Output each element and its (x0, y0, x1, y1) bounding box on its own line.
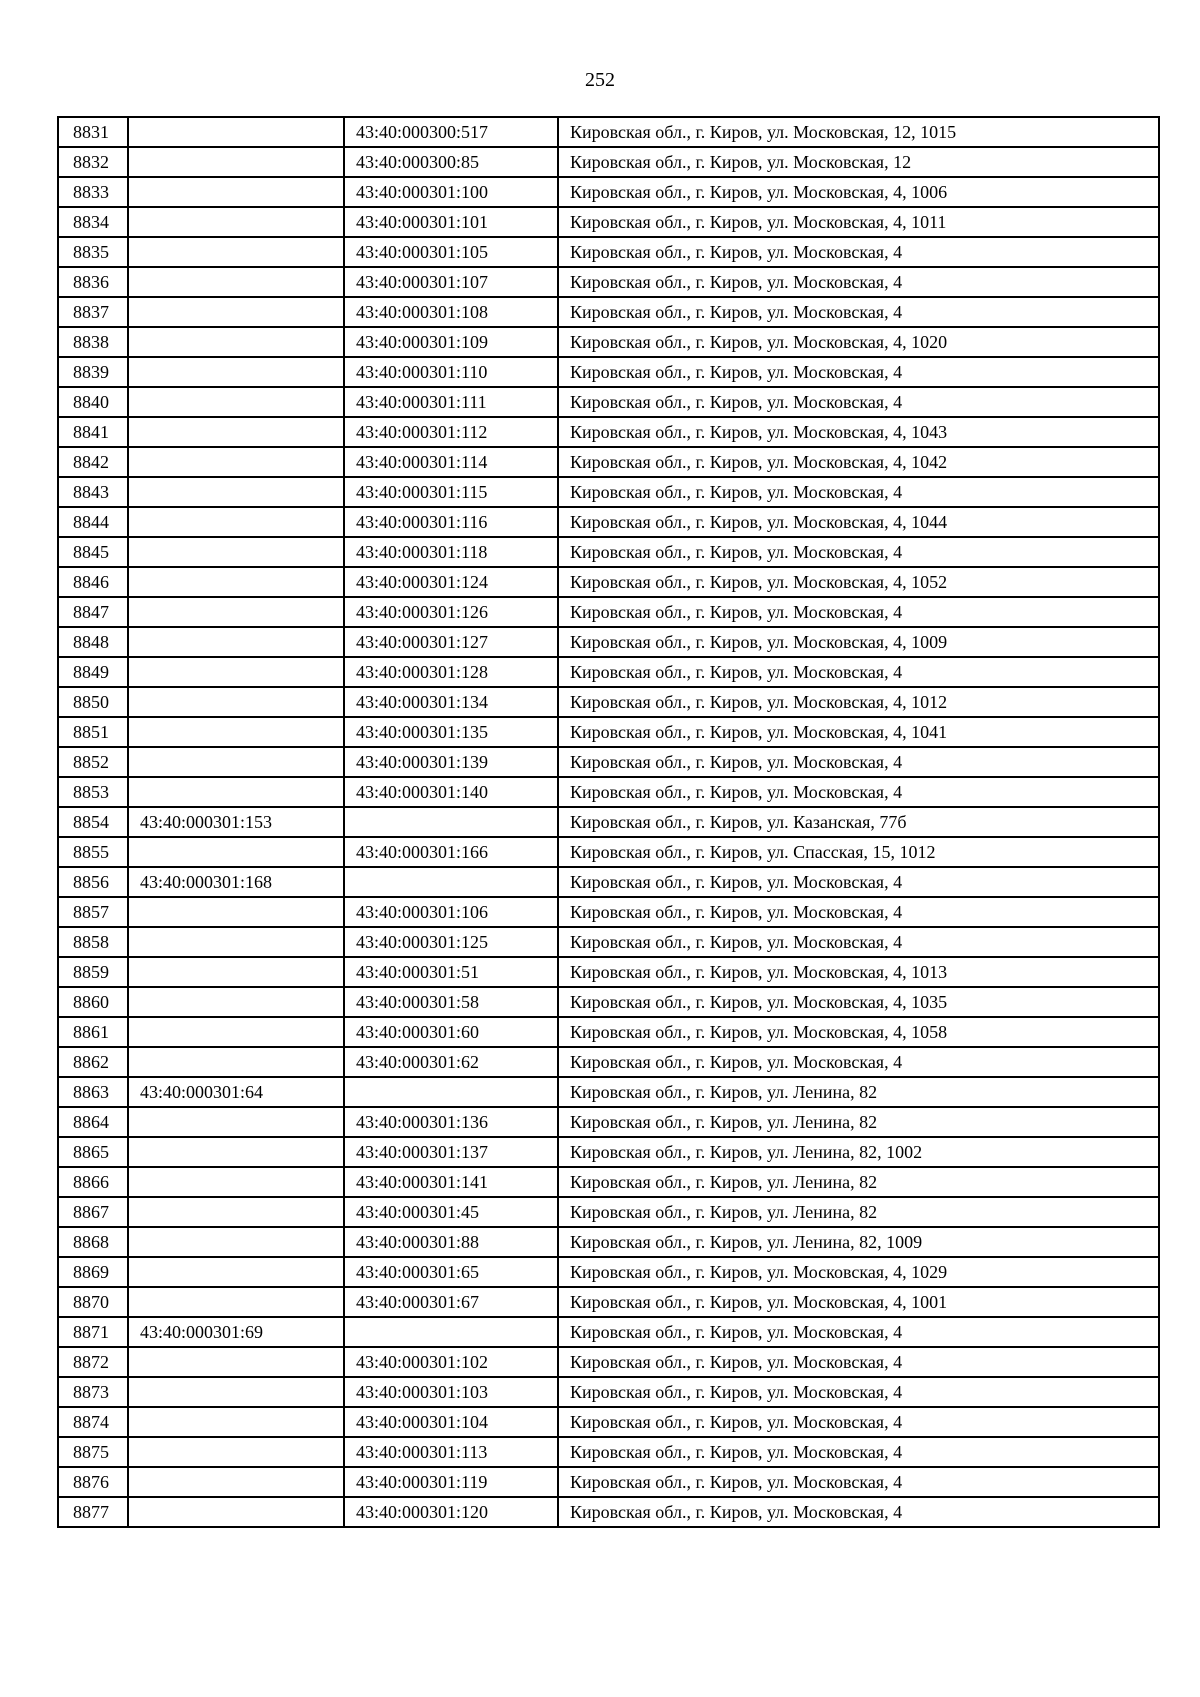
address-cell: Кировская обл., г. Киров, ул. Московская, 4 (558, 777, 1159, 807)
address-cell: Кировская обл., г. Киров, ул. Московская, 4 (558, 357, 1159, 387)
address-cell: Кировская обл., г. Киров, ул. Московская, 4 (558, 1317, 1159, 1347)
cadastral-number-a-cell (128, 747, 344, 777)
cadastral-number-b-cell: 43:40:000301:135 (344, 717, 558, 747)
table-row (58, 1317, 1159, 1347)
row-number-cell: 8873 (58, 1377, 128, 1407)
address-cell: Кировская обл., г. Киров, ул. Московская, 4 (558, 477, 1159, 507)
cadastral-number-b-cell: 43:40:000301:137 (344, 1137, 558, 1167)
cadastral-number-b-cell: 43:40:000301:101 (344, 207, 558, 237)
address-cell: Кировская обл., г. Киров, ул. Московская, 4, 1011 (558, 207, 1159, 237)
address-cell: Кировская обл., г. Киров, ул. Московская, 4, 1029 (558, 1257, 1159, 1287)
row-number-cell: 8869 (58, 1257, 128, 1287)
cadastral-number-b-cell: 43:40:000301:106 (344, 897, 558, 927)
address-cell: Кировская обл., г. Киров, ул. Московская, 4, 1042 (558, 447, 1159, 477)
cadastral-number-a-cell (128, 327, 344, 357)
address-cell: Кировская обл., г. Киров, ул. Московская, 4 (558, 1047, 1159, 1077)
cadastral-number-a-cell (128, 957, 344, 987)
cadastral-number-a-cell (128, 1287, 344, 1317)
table-row (58, 687, 1159, 717)
row-number-cell: 8848 (58, 627, 128, 657)
cadastral-number-b-cell (344, 807, 558, 837)
table-row (58, 507, 1159, 537)
table-row (58, 747, 1159, 777)
cadastral-number-b-cell: 43:40:000301:124 (344, 567, 558, 597)
table-row (58, 1197, 1159, 1227)
row-number-cell: 8862 (58, 1047, 128, 1077)
address-cell: Кировская обл., г. Киров, ул. Московская, 4 (558, 1407, 1159, 1437)
cadastral-number-a-cell (128, 717, 344, 747)
cadastral-number-a-cell (128, 627, 344, 657)
row-number-cell: 8857 (58, 897, 128, 927)
address-cell: Кировская обл., г. Киров, ул. Московская, 4, 1058 (558, 1017, 1159, 1047)
cadastral-number-b-cell: 43:40:000301:45 (344, 1197, 558, 1227)
row-number-cell: 8872 (58, 1347, 128, 1377)
cadastral-number-a-cell (128, 657, 344, 687)
cadastral-number-a-cell (128, 1347, 344, 1377)
row-number-cell: 8842 (58, 447, 128, 477)
cadastral-number-a-cell (128, 1047, 344, 1077)
address-cell: Кировская обл., г. Киров, ул. Московская, 4 (558, 267, 1159, 297)
table-row (58, 957, 1159, 987)
cadastral-number-b-cell: 43:40:000301:112 (344, 417, 558, 447)
address-cell: Кировская обл., г. Киров, ул. Московская, 4 (558, 387, 1159, 417)
cadastral-number-b-cell: 43:40:000301:109 (344, 327, 558, 357)
cadastral-number-b-cell: 43:40:000301:105 (344, 237, 558, 267)
row-number-cell: 8846 (58, 567, 128, 597)
cadastral-number-b-cell: 43:40:000301:88 (344, 1227, 558, 1257)
cadastral-number-b-cell: 43:40:000301:126 (344, 597, 558, 627)
row-number-cell: 8854 (58, 807, 128, 837)
cadastral-number-a-cell (128, 357, 344, 387)
address-cell: Кировская обл., г. Киров, ул. Ленина, 82 (558, 1167, 1159, 1197)
address-cell: Кировская обл., г. Киров, ул. Московская, 4, 1043 (558, 417, 1159, 447)
table-row (58, 1047, 1159, 1077)
address-cell: Кировская обл., г. Киров, ул. Московская, 12 (558, 147, 1159, 177)
cadastral-number-a-cell (128, 387, 344, 417)
cadastral-number-a-cell (128, 147, 344, 177)
address-cell: Кировская обл., г. Киров, ул. Московская, 4, 1020 (558, 327, 1159, 357)
row-number-cell: 8840 (58, 387, 128, 417)
table-row (58, 477, 1159, 507)
table-row (58, 627, 1159, 657)
row-number-cell: 8867 (58, 1197, 128, 1227)
table-row (58, 717, 1159, 747)
table-row (58, 1437, 1159, 1467)
cadastral-number-b-cell: 43:40:000301:120 (344, 1497, 558, 1527)
row-number-cell: 8858 (58, 927, 128, 957)
address-cell: Кировская обл., г. Киров, ул. Казанская, 77б (558, 807, 1159, 837)
cadastral-number-a-cell (128, 207, 344, 237)
cadastral-number-b-cell: 43:40:000301:136 (344, 1107, 558, 1137)
cadastral-number-b-cell: 43:40:000301:107 (344, 267, 558, 297)
row-number-cell: 8861 (58, 1017, 128, 1047)
row-number-cell: 8852 (58, 747, 128, 777)
table-row (58, 357, 1159, 387)
table-body (58, 117, 1159, 1527)
table-row (58, 537, 1159, 567)
address-cell: Кировская обл., г. Киров, ул. Московская, 4, 1001 (558, 1287, 1159, 1317)
table-row (58, 1227, 1159, 1257)
cadastral-number-b-cell: 43:40:000301:119 (344, 1467, 558, 1497)
cadastral-number-b-cell: 43:40:000301:116 (344, 507, 558, 537)
cadastral-number-a-cell (128, 297, 344, 327)
cadastral-number-b-cell: 43:40:000301:128 (344, 657, 558, 687)
cadastral-number-b-cell: 43:40:000301:141 (344, 1167, 558, 1197)
row-number-cell: 8833 (58, 177, 128, 207)
table-row (58, 1497, 1159, 1527)
address-cell: Кировская обл., г. Киров, ул. Московская, 4 (558, 1347, 1159, 1377)
row-number-cell: 8835 (58, 237, 128, 267)
row-number-cell: 8844 (58, 507, 128, 537)
row-number-cell: 8834 (58, 207, 128, 237)
address-cell: Кировская обл., г. Киров, ул. Московская, 4 (558, 1467, 1159, 1497)
table-row (58, 567, 1159, 597)
cadastral-number-b-cell: 43:40:000301:139 (344, 747, 558, 777)
cadastral-number-a-cell (128, 477, 344, 507)
row-number-cell: 8871 (58, 1317, 128, 1347)
cadastral-number-a-cell (128, 837, 344, 867)
table-row (58, 1107, 1159, 1137)
cadastral-number-b-cell: 43:40:000301:113 (344, 1437, 558, 1467)
row-number-cell: 8868 (58, 1227, 128, 1257)
row-number-cell: 8837 (58, 297, 128, 327)
table-row (58, 837, 1159, 867)
address-cell: Кировская обл., г. Киров, ул. Московская, 4, 1035 (558, 987, 1159, 1017)
property-registry-table (57, 116, 1160, 1528)
table-row (58, 177, 1159, 207)
table-row (58, 1257, 1159, 1287)
address-cell: Кировская обл., г. Киров, ул. Ленина, 82 (558, 1077, 1159, 1107)
row-number-cell: 8838 (58, 327, 128, 357)
table-row (58, 327, 1159, 357)
table-row (58, 1167, 1159, 1197)
table-row (58, 267, 1159, 297)
table-row (58, 807, 1159, 837)
address-cell: Кировская обл., г. Киров, ул. Московская, 4, 1013 (558, 957, 1159, 987)
cadastral-number-b-cell: 43:40:000301:60 (344, 1017, 558, 1047)
cadastral-number-b-cell: 43:40:000301:65 (344, 1257, 558, 1287)
row-number-cell: 8870 (58, 1287, 128, 1317)
row-number-cell: 8859 (58, 957, 128, 987)
row-number-cell: 8865 (58, 1137, 128, 1167)
cadastral-number-b-cell: 43:40:000301:140 (344, 777, 558, 807)
cadastral-number-a-cell: 43:40:000301:168 (128, 867, 344, 897)
address-cell: Кировская обл., г. Киров, ул. Московская, 4 (558, 1437, 1159, 1467)
address-cell: Кировская обл., г. Киров, ул. Московская, 4 (558, 537, 1159, 567)
table-row (58, 447, 1159, 477)
row-number-cell: 8850 (58, 687, 128, 717)
address-cell: Кировская обл., г. Киров, ул. Московская, 4 (558, 237, 1159, 267)
cadastral-number-a-cell: 43:40:000301:69 (128, 1317, 344, 1347)
table-row (58, 117, 1159, 147)
cadastral-number-a-cell (128, 1407, 344, 1437)
row-number-cell: 8875 (58, 1437, 128, 1467)
cadastral-number-b-cell: 43:40:000301:100 (344, 177, 558, 207)
cadastral-number-b-cell: 43:40:000301:115 (344, 477, 558, 507)
row-number-cell: 8831 (58, 117, 128, 147)
cadastral-number-b-cell: 43:40:000301:111 (344, 387, 558, 417)
table-row (58, 897, 1159, 927)
cadastral-number-b-cell: 43:40:000301:104 (344, 1407, 558, 1437)
cadastral-number-b-cell: 43:40:000301:62 (344, 1047, 558, 1077)
cadastral-number-b-cell: 43:40:000301:110 (344, 357, 558, 387)
cadastral-number-a-cell (128, 687, 344, 717)
row-number-cell: 8832 (58, 147, 128, 177)
cadastral-number-b-cell: 43:40:000301:103 (344, 1377, 558, 1407)
cadastral-number-b-cell (344, 1317, 558, 1347)
address-cell: Кировская обл., г. Киров, ул. Московская, 4 (558, 867, 1159, 897)
row-number-cell: 8874 (58, 1407, 128, 1437)
address-cell: Кировская обл., г. Киров, ул. Московская, 4 (558, 927, 1159, 957)
cadastral-number-a-cell (128, 1257, 344, 1287)
cadastral-number-b-cell: 43:40:000301:58 (344, 987, 558, 1017)
row-number-cell: 8855 (58, 837, 128, 867)
cadastral-number-b-cell: 43:40:000301:114 (344, 447, 558, 477)
address-cell: Кировская обл., г. Киров, ул. Ленина, 82, 1002 (558, 1137, 1159, 1167)
table-row (58, 1137, 1159, 1167)
cadastral-number-a-cell (128, 597, 344, 627)
table-row (58, 237, 1159, 267)
cadastral-number-a-cell (128, 537, 344, 567)
cadastral-number-a-cell: 43:40:000301:64 (128, 1077, 344, 1107)
address-cell: Кировская обл., г. Киров, ул. Ленина, 82, 1009 (558, 1227, 1159, 1257)
table-row (58, 987, 1159, 1017)
cadastral-number-a-cell (128, 927, 344, 957)
table-row (58, 1377, 1159, 1407)
address-cell: Кировская обл., г. Киров, ул. Московская, 4, 1044 (558, 507, 1159, 537)
address-cell: Кировская обл., г. Киров, ул. Московская, 4 (558, 1497, 1159, 1527)
table-row (58, 1347, 1159, 1377)
address-cell: Кировская обл., г. Киров, ул. Московская, 4 (558, 747, 1159, 777)
table-row (58, 1407, 1159, 1437)
table-row (58, 147, 1159, 177)
table-row (58, 207, 1159, 237)
address-cell: Кировская обл., г. Киров, ул. Московская, 4, 1052 (558, 567, 1159, 597)
cadastral-number-a-cell (128, 777, 344, 807)
row-number-cell: 8836 (58, 267, 128, 297)
cadastral-number-a-cell (128, 1107, 344, 1137)
cadastral-number-b-cell: 43:40:000301:127 (344, 627, 558, 657)
cadastral-number-b-cell (344, 867, 558, 897)
table-row (58, 1017, 1159, 1047)
address-cell: Кировская обл., г. Киров, ул. Московская, 4 (558, 657, 1159, 687)
cadastral-number-a-cell (128, 237, 344, 267)
cadastral-number-a-cell (128, 1227, 344, 1257)
row-number-cell: 8851 (58, 717, 128, 747)
cadastral-number-a-cell (128, 1017, 344, 1047)
table-row (58, 777, 1159, 807)
address-cell: Кировская обл., г. Киров, ул. Московская, 4, 1041 (558, 717, 1159, 747)
cadastral-number-b-cell: 43:40:000301:67 (344, 1287, 558, 1317)
cadastral-number-b-cell: 43:40:000301:125 (344, 927, 558, 957)
address-cell: Кировская обл., г. Киров, ул. Московская, 4 (558, 297, 1159, 327)
cadastral-number-a-cell (128, 267, 344, 297)
cadastral-number-a-cell (128, 1167, 344, 1197)
table-row (58, 657, 1159, 687)
cadastral-number-a-cell (128, 1467, 344, 1497)
cadastral-number-a-cell: 43:40:000301:153 (128, 807, 344, 837)
cadastral-number-a-cell (128, 567, 344, 597)
table-row (58, 1287, 1159, 1317)
cadastral-number-b-cell: 43:40:000301:118 (344, 537, 558, 567)
table-row (58, 927, 1159, 957)
address-cell: Кировская обл., г. Киров, ул. Московская, 4 (558, 897, 1159, 927)
row-number-cell: 8877 (58, 1497, 128, 1527)
cadastral-number-b-cell: 43:40:000301:166 (344, 837, 558, 867)
table-row (58, 417, 1159, 447)
address-cell: Кировская обл., г. Киров, ул. Московская, 12, 1015 (558, 117, 1159, 147)
cadastral-number-a-cell (128, 1377, 344, 1407)
cadastral-number-a-cell (128, 507, 344, 537)
row-number-cell: 8864 (58, 1107, 128, 1137)
page-number: 252 (585, 69, 615, 91)
row-number-cell: 8866 (58, 1167, 128, 1197)
address-cell: Кировская обл., г. Киров, ул. Московская, 4 (558, 1377, 1159, 1407)
cadastral-number-b-cell: 43:40:000301:108 (344, 297, 558, 327)
cadastral-number-a-cell (128, 177, 344, 207)
cadastral-number-b-cell: 43:40:000301:51 (344, 957, 558, 987)
address-cell: Кировская обл., г. Киров, ул. Ленина, 82 (558, 1107, 1159, 1137)
row-number-cell: 8853 (58, 777, 128, 807)
address-cell: Кировская обл., г. Киров, ул. Спасская, 15, 1012 (558, 837, 1159, 867)
table-row (58, 1077, 1159, 1107)
cadastral-number-a-cell (128, 117, 344, 147)
table-row (58, 387, 1159, 417)
table-row (58, 867, 1159, 897)
row-number-cell: 8839 (58, 357, 128, 387)
table-row (58, 1467, 1159, 1497)
row-number-cell: 8847 (58, 597, 128, 627)
cadastral-number-a-cell (128, 417, 344, 447)
table-row (58, 297, 1159, 327)
address-cell: Кировская обл., г. Киров, ул. Ленина, 82 (558, 1197, 1159, 1227)
address-cell: Кировская обл., г. Киров, ул. Московская, 4 (558, 597, 1159, 627)
cadastral-number-a-cell (128, 1497, 344, 1527)
cadastral-number-a-cell (128, 1137, 344, 1167)
cadastral-number-b-cell: 43:40:000301:134 (344, 687, 558, 717)
row-number-cell: 8845 (58, 537, 128, 567)
row-number-cell: 8856 (58, 867, 128, 897)
address-cell: Кировская обл., г. Киров, ул. Московская, 4, 1009 (558, 627, 1159, 657)
address-cell: Кировская обл., г. Киров, ул. Московская, 4, 1006 (558, 177, 1159, 207)
cadastral-number-b-cell: 43:40:000300:517 (344, 117, 558, 147)
row-number-cell: 8841 (58, 417, 128, 447)
cadastral-number-a-cell (128, 1437, 344, 1467)
table-row (58, 597, 1159, 627)
cadastral-number-b-cell (344, 1077, 558, 1107)
row-number-cell: 8860 (58, 987, 128, 1017)
row-number-cell: 8849 (58, 657, 128, 687)
cadastral-number-a-cell (128, 447, 344, 477)
cadastral-number-a-cell (128, 897, 344, 927)
row-number-cell: 8863 (58, 1077, 128, 1107)
row-number-cell: 8843 (58, 477, 128, 507)
address-cell: Кировская обл., г. Киров, ул. Московская, 4, 1012 (558, 687, 1159, 717)
row-number-cell: 8876 (58, 1467, 128, 1497)
cadastral-number-b-cell: 43:40:000300:85 (344, 147, 558, 177)
cadastral-number-b-cell: 43:40:000301:102 (344, 1347, 558, 1377)
cadastral-number-a-cell (128, 987, 344, 1017)
cadastral-number-a-cell (128, 1197, 344, 1227)
